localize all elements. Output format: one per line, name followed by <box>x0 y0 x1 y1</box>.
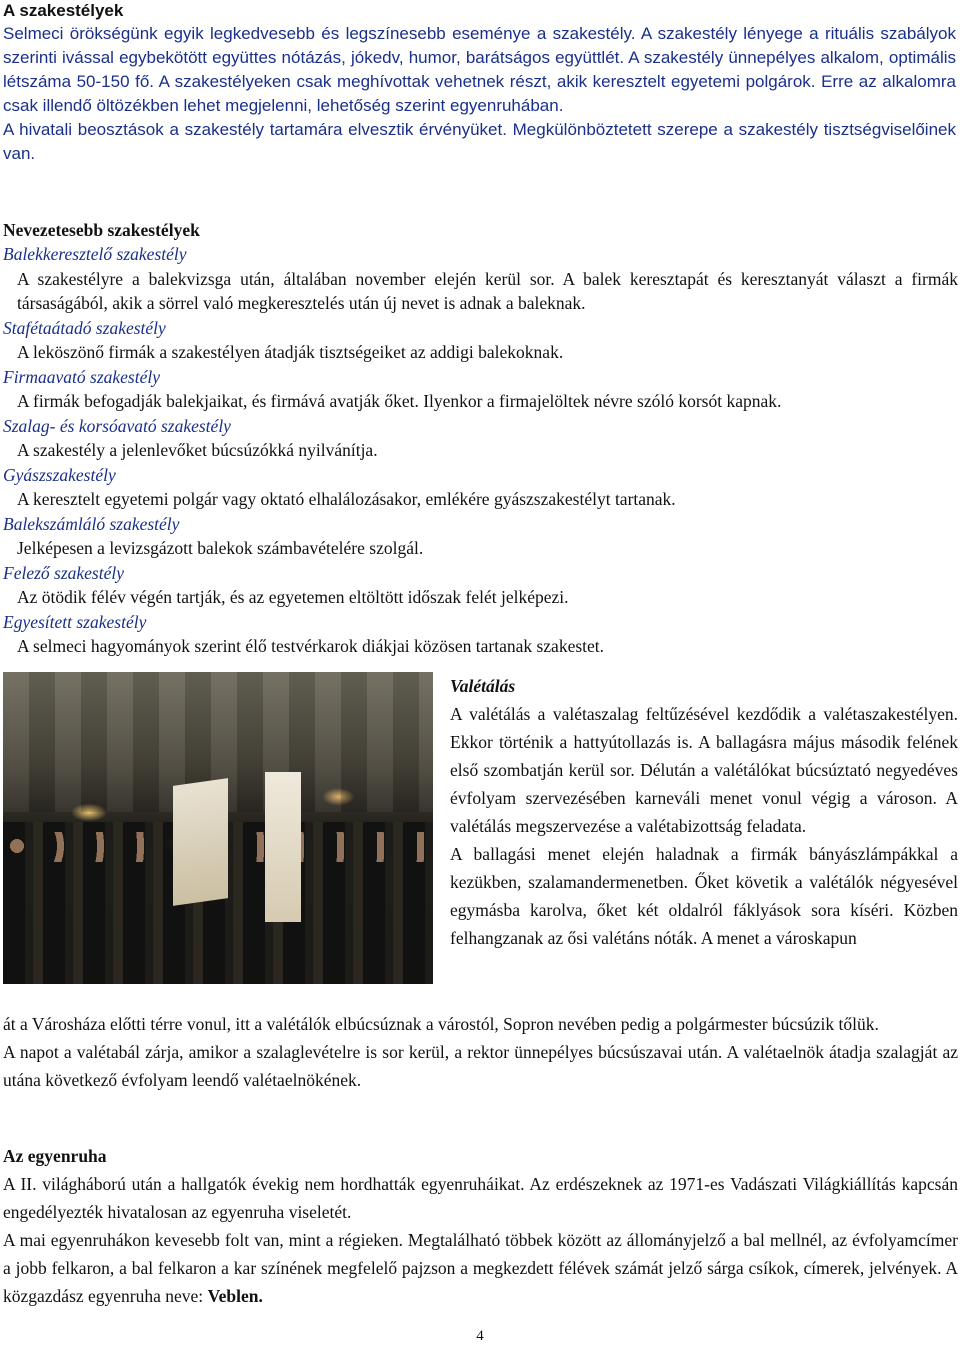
event-desc: A selmeci hagyományok szerint élő testvérkarok diákjai közösen tartanak szakestet. <box>17 636 605 656</box>
uniform-text: A mai egyenruhákon kevesebb folt van, mint a régieken. Megtalálható többek között az állományjelző a bal mellnél, az évfolyamcímer a jobb felkaron, a bal felkaron a kar színének megfelelő pajzson a megkezdett félévek számát jelző sárga csíkok, címerek, jelvények. A közgazdász egyenruha neve: <box>3 1230 958 1306</box>
valetalas-paragraph: A ballagási menet elején haladnak a firmák bányászlámpákkal a kezükben, szalamandermenetben. Őket követik a valétálók négyesével egymásba karolva, őket két oldalról fáklyások sora kíséri. Közben felhangzanak az ősi valétáns nóták. A menet a városkapun <box>450 844 958 948</box>
page-number: 4 <box>476 1328 484 1344</box>
event-name: Balekszámláló szakestély <box>3 513 180 534</box>
events-heading: Nevezetesebb szakestélyek <box>3 220 200 240</box>
photo-flag <box>173 778 228 906</box>
intro-paragraph: Selmeci örökségünk egyik legkedvesebb és legszínesebb eseménye a szakestély. A szakestély lényege a rituális szabályok szerinti ivással egybekötött együttes nótázás, jókedv, humor, barátságos együttlét. A szakestély ünnepélyes alkalom, optimális létszáma 50-150 fő. A szakestélyeken csak meghívottak vehetnek részt, akik keresztelt egyetemi polgárok. Erre az alkalomra csak illendő öltözékben lehet megjelenni, lehetőség szerint egyenruhában. <box>3 24 956 115</box>
event-name: Egyesített szakestély <box>3 611 147 632</box>
valetalas-title: Valétálás <box>450 676 516 696</box>
uniform-name-bold: Veblen. <box>207 1286 263 1306</box>
valetalas-paragraph: A valétálás a valétaszalag feltűzésével kezdődik a valétaszakestélyen. Ekkor történik a hattyútollazás is. A ballagásra május második felének első szombatján kerül sor. Délután a valétálókat búcsúztató negyedéves évfolyam szervezésében karneváli menet vonul végig a városon. A valétálás megszervezése a valétabizottság feladata. <box>450 704 958 836</box>
valetalas-column <box>450 672 958 952</box>
event-desc: A firmák befogadják balekjaikat, és firmává avatják őket. Ilyenkor a firmajelöltek névre szóló korsót kapnak. <box>17 391 782 411</box>
event-name: Stafétaátadó szakestély <box>3 317 166 338</box>
photo-flag <box>265 772 301 922</box>
event-desc: Jelképesen a levizsgázott balekok számbavételére szolgál. <box>17 538 424 558</box>
event-name: Gyászszakestély <box>3 464 116 485</box>
event-desc: A szakestély a jelenlevőket búcsúzókká nyilvánítja. <box>17 440 378 460</box>
section-title: A szakestélyek <box>3 1 124 20</box>
uniform-block <box>3 1170 958 1310</box>
uniform-paragraph <box>3 1226 958 1310</box>
event-name: Felező szakestély <box>3 562 124 583</box>
event-desc: A keresztelt egyetemi polgár vagy oktató elhalálozásakor, emlékére gyászszakestélyt tartanak. <box>17 489 676 509</box>
event-desc: A leköszönő firmák a szakestélyen átadják tisztségeiket az addigi balekoknak. <box>17 342 564 362</box>
event-name: Balekkeresztelő szakestély <box>3 244 187 264</box>
events-list <box>3 242 958 659</box>
valetalas-paragraph: A napot a valétabál zárja, amikor a szalaglevételre is sor kerül, a rektor ünnepélyes búcsúszavai után. A valétaelnök átadja szalagját az utána következő évfolyam leendő valétaelnökének. <box>3 1042 958 1090</box>
procession-photo <box>3 672 433 984</box>
event-desc: A szakestélyre a balekvizsga után, általában november elején kerül sor. A balek keresztapát és keresztanyát választ a firmák társaságából, akik a sörrel való megkeresztelés után új nevet is adnak a baleknak. <box>17 268 958 313</box>
valetalas-continued <box>3 1010 958 1094</box>
uniform-paragraph: A II. világháború után a hallgatók évekig nem hordhatták egyenruháikat. Az erdészeknek az 1971-es Vadászati Világkiállítás kapcsán engedélyezték hivatalosan az egyenruha viseletét. <box>3 1174 958 1222</box>
intro-block <box>3 22 956 166</box>
intro-paragraph: A hivatali beosztások a szakestély tartamára elvesztik érvényüket. Megkülönböztetett szerepe a szakestély tisztségviselőinek van. <box>3 120 956 163</box>
event-name: Szalag- és korsóavató szakestély <box>3 415 231 436</box>
uniform-heading: Az egyenruha <box>3 1146 107 1166</box>
event-name: Firmaavató szakestély <box>3 366 160 387</box>
event-desc: Az ötödik félév végén tartják, és az egyetemen eltöltött időszak felét jelképezi. <box>17 587 569 607</box>
valetalas-paragraph: át a Városháza előtti térre vonul, itt a valétálók elbúcsúznak a várostól, Sopron nevében pedig a polgármester búcsúzik tőlük. <box>3 1014 879 1034</box>
